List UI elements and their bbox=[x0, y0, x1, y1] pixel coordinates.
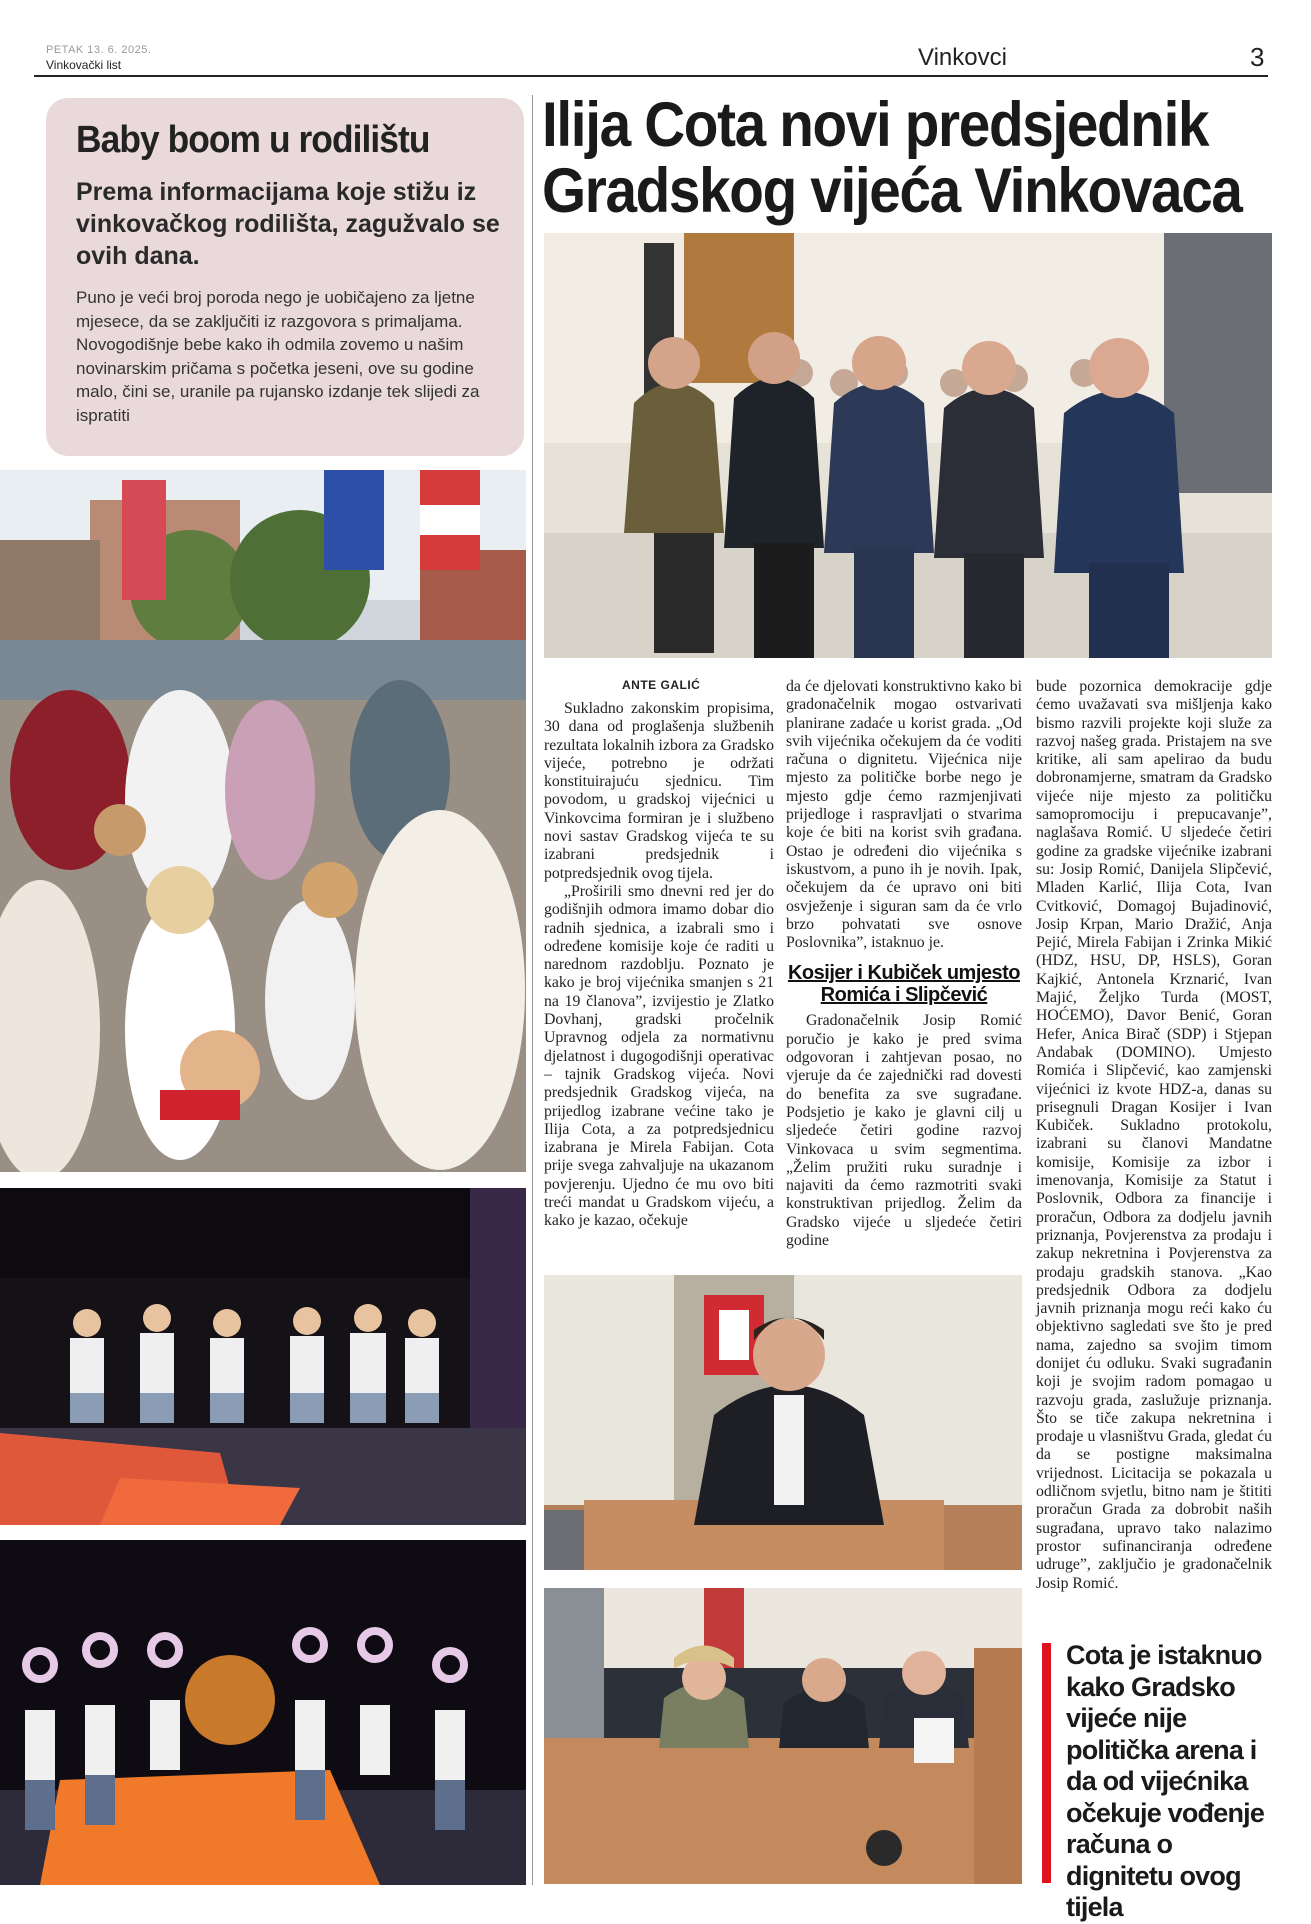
column-divider bbox=[532, 95, 533, 1885]
header-rule bbox=[34, 75, 1268, 77]
photo-outdoor-children-event bbox=[0, 470, 526, 1172]
headline-line-1: Ilija Cota novi predsjednik bbox=[542, 90, 1209, 160]
headline-line-2: Gradskog vijeća Vinkovaca bbox=[542, 156, 1242, 226]
pullquote: Cota je istaknuo kako Gradsko vijeće nije politička arena i da od vijećnika očekuje vođenje računa o dignitetu ovog tijela bbox=[1066, 1640, 1265, 1922]
photo-dance-performance bbox=[0, 1540, 526, 1885]
page-number: 3 bbox=[1250, 42, 1265, 72]
article-headline bbox=[542, 90, 1242, 226]
article-column-1 bbox=[544, 700, 774, 1231]
sidebar-body: Puno je veći broj poroda nego je uobičajeno za ljetne mjesece, da se zaključiti iz razgovora s primaljama. Novogodišnje bebe kako ih odmila zovemo u našim novinarskim pričama s početka jeseni, ove su godine malo, čini se, uranile pa rujansko izdanje tek slijedi za ispratiti bbox=[76, 288, 480, 425]
article-paragraph: Sukladno zakonskim propisima, 30 dana od proglašenja službenih rezultata lokalnih izbora za Gradsko vijeće, potrebno je održati konstituirajuću sjednicu. Tim povodom, u gradskoj vijećnici u Vinkovcima formiran je i službeno novi sastav Gradskog vijeća te su izabrani predsjednik i potpredsjednik ovog tijela. bbox=[544, 700, 774, 882]
article-paragraph: „Proširili smo dnevni red jer do godišnjih odmora imamo dobar dio radnih sjednica, a izabrali smo i određene komisije koje će raditi u narednom razdoblju. Poznato je kako je broj vijećnika smanjen s 21 na 19 članova”, izvijestio je Zlatko Dovhanj, gradski pročelnik Upravnog odjela za normativnu djelatnost i dugogodišnji operativac – tajnik Gradskog vijeća. Novi predsjednik Gradskog vijeća, na prijedlog izabrane većine tako je Ilija Cota, a za potpredsjednicu izabrana je Mirela Fabijan. Cota prije svega zahvaljuje na ukazanom povjerenju. Ujedno će mu ovo biti treći mandat u Gradskom vijeću, a kako je kazao, očekuje bbox=[544, 882, 774, 1230]
article-paragraph: da će djelovati konstruktivno kako bi gradonačelnik mogao ostvarivati planirane zadaće u korist grada. „Od svih vijećnika očekujem da će voditi računa o dignitetu. Vijećnica nije mjesto za političke borbe nego je mjesto gdje ćemo razmjenjivati prijedloge i raspravljati o stvarima koje će biti na korist svih građana. Ostao je određeni dio vijećnika s iskustvom, a puno ih je novih. Ipak, očekujem da će upravo oni biti osvježenje i siguran sam da će vrlo brzo pohvatati sve osnove Poslovnika”, istaknuo je. bbox=[786, 678, 1022, 952]
sidebar-lead: Prema informacijama koje stižu iz vinkovačkog rodilišta, zagužvalo se ovih dana. bbox=[76, 178, 500, 270]
article-column-3 bbox=[1036, 678, 1272, 1593]
article-paragraph: Gradonačelnik Josip Romić poručio je kako je pred svima odgovoran i zahtjevan posao, no vjeruje da će zajednički rad dovesti do benefita za sve sugrađane. Podsjetio je kako je glavni cilj u sljedeće četiri godine razvoj Vinkovaca u svim segmentima. „Želim pružiti ruku suradnje i najaviti da ćemo razmotriti svaki konstruktivan prijedlog. Želim da Gradsko vijeće u sljedeće četiri godine bbox=[786, 1012, 1022, 1250]
photo-officials-at-table bbox=[544, 1588, 1022, 1884]
section-title: Vinkovci bbox=[918, 44, 1007, 71]
photo-stage-performance bbox=[0, 1188, 526, 1525]
publication-name: Vinkovački list bbox=[46, 58, 122, 72]
article-subheading: Kosijer i Kubiček umjesto Romića i Slipčević bbox=[787, 962, 1020, 1007]
photo-council-members-seated bbox=[544, 233, 1272, 658]
photo-mayor-speaking bbox=[544, 1275, 1022, 1570]
byline: ANTE GALIĆ bbox=[622, 678, 701, 692]
sidebar-story-box bbox=[46, 98, 524, 456]
pullquote-accent-bar bbox=[1042, 1643, 1051, 1883]
article-column-2 bbox=[786, 678, 1022, 1250]
article-paragraph: bude pozornica demokracije gdje ćemo uvažavati sva mišljenja kako bismo razvili projekte koji služe za razvoj našeg grada. Pristajem na sve kritike, ali sam apelirao da budu dobronamjerne, smatram da Gradsko vijeće nije mjesto za političku samopromociju i prepucavanje”, naglašava Romić. U sljedeće četiri godine za gradske vijećnike izabrani su: Josip Romić, Danijela Slipčević, Mladen Karlić, Ilija Cota, Ivan Cvitković, Domagoj Bujadinović, Josip Krpan, Mario Dražić, Anja Pejić, Mirela Fabijan i Zrinka Mikić (HDZ, HSU, DP, HSLS), Goran Kajkić, Antonela Krznarić, Ivan Majić, Željko Turda (MOST, HOĆEMO), Davor Benić, Goran Hefer, Anica Birač (SDP) i Stjepan Andabak (DOMINO). Umjesto Romića i Slipčević, kao zamjenski vijećnici iz kvote HDZ-a, danas su prisegnuli Dragan Kosijer i Ivan Kubiček. Sukladno protokolu, izabrani su članovi Mandatne komisije, Komisije za izbor i imenovanja, Komisije za Statut i Poslovnik, Odbora za financije i proračun, Odbora za dodjelu javnih priznanja, Povjerenstva za prodaju i zakup nekretnina i Povjerenstva za prodaju gradskih stanova. „Kao predsjednik Odbora za dodjelu javnih priznanja mogu reći kako ću objektivno sagledati sve što je pred nama, zajedno sa svojim timom donijet ću odluku. Svaki sugrađanin koji je svojim radom pomagao u razvoju grada, zaslužuje priznanja. Što se tiče zakupa nekretnina i prodaje u vlasništvu Grada, gledat ću da se postigne maksimalna vrijednost. Licitacija se pokazala u odličnom svjetlu, bitno nam je štititi proračun Grada za dobrobit naših sugrađana, upravo tako nalazimo prostor sufinanciranja određene udruge”, zaključio je gradonačelnik Josip Romić. bbox=[1036, 678, 1272, 1592]
sidebar-title: Baby boom u rodilištu bbox=[76, 119, 430, 161]
issue-date: PETAK 13. 6. 2025. bbox=[46, 44, 152, 56]
